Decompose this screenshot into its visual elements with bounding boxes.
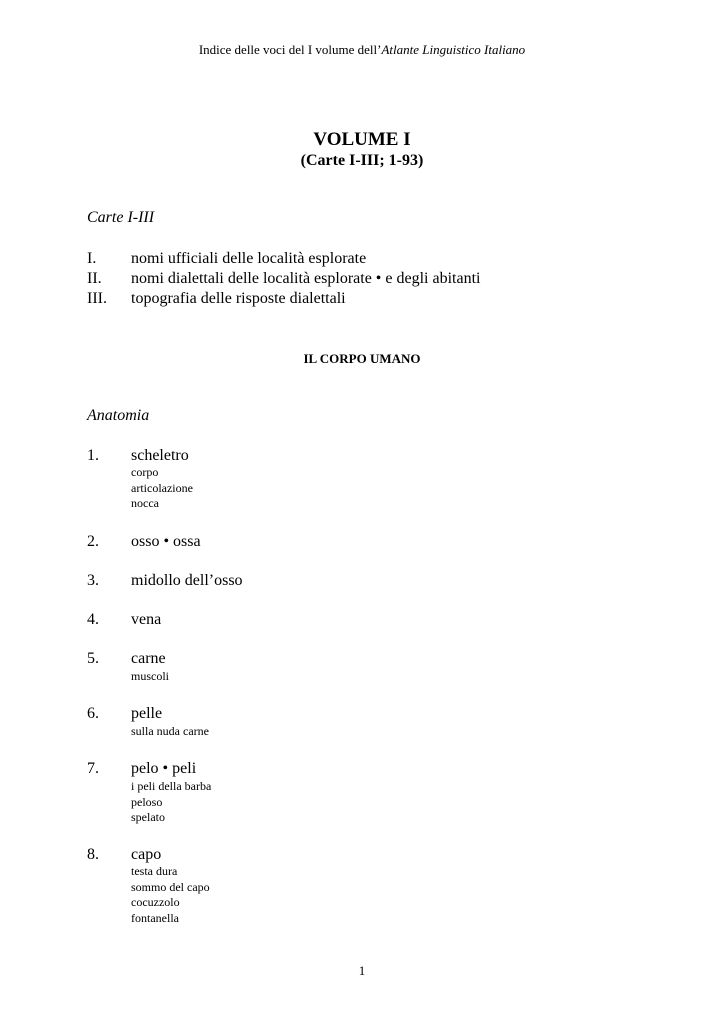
anatomia-heading: Anatomia [87, 407, 150, 424]
page-number: 1 [358, 963, 366, 978]
entry-number: 3. [87, 572, 99, 589]
carte-heading: Carte I-III [87, 209, 155, 226]
entry-subterm: articolazione [131, 480, 193, 495]
entry-subterm: spelato [131, 810, 165, 824]
entry-number: 8. [87, 846, 99, 863]
carte-item-term: nomi ufficiali delle località esplorate [131, 250, 367, 267]
entry-subterm: sulla nuda carne [131, 724, 209, 738]
entry-term: carne [131, 650, 166, 667]
part-title: IL CORPO UMANO [303, 351, 421, 366]
entry-subterm: sommo del capo [131, 879, 210, 894]
entry-term: scheletro [131, 447, 189, 464]
entry-subterms [131, 465, 193, 512]
volume-title: VOLUME I [313, 129, 411, 150]
volume-subtitle: (Carte I-III; 1-93) [300, 152, 424, 169]
running-header [0, 42, 724, 58]
entry-term: midollo dell’osso [131, 572, 243, 589]
carte-item-term: topografia delle risposte dialettali [131, 290, 346, 307]
header-atlas-title: Atlante Linguistico Italiano [381, 42, 526, 57]
entry-subterm: cocuzzolo [131, 895, 180, 909]
entry-subterms [131, 779, 211, 826]
header-prefix: Indice delle voci del I volume dell’ [198, 42, 382, 57]
entry-number: 7. [87, 760, 99, 777]
entry-subterms [131, 669, 169, 685]
entry-subterm: i peli della barba [131, 779, 212, 793]
entry-term: osso • ossa [131, 533, 201, 550]
entry-subterms [131, 724, 209, 740]
entry-subterm: testa dura [131, 864, 178, 878]
entry-number: 2. [87, 533, 99, 550]
entry-subterms [131, 864, 210, 926]
entry-term: pelo • peli [131, 760, 197, 777]
entry-number: 5. [87, 650, 99, 667]
carte-item-number: I. [87, 250, 97, 267]
entry-number: 4. [87, 611, 99, 628]
carte-item-number: III. [87, 290, 107, 307]
entry-subterm: corpo [131, 465, 159, 479]
entry-subterm: fontanella [131, 910, 179, 925]
entry-subterm: nocca [131, 496, 159, 510]
carte-item-term: nomi dialettali delle località esplorate • e degli abitanti [131, 270, 481, 287]
entry-subterm: muscoli [131, 669, 169, 683]
carte-item-number: II. [87, 270, 102, 287]
entry-subterm: peloso [131, 794, 163, 809]
entry-term: pelle [131, 705, 163, 722]
entry-number: 6. [87, 705, 99, 722]
entry-term: vena [131, 611, 162, 628]
entry-term: capo [131, 846, 162, 863]
entry-number: 1. [87, 447, 99, 464]
